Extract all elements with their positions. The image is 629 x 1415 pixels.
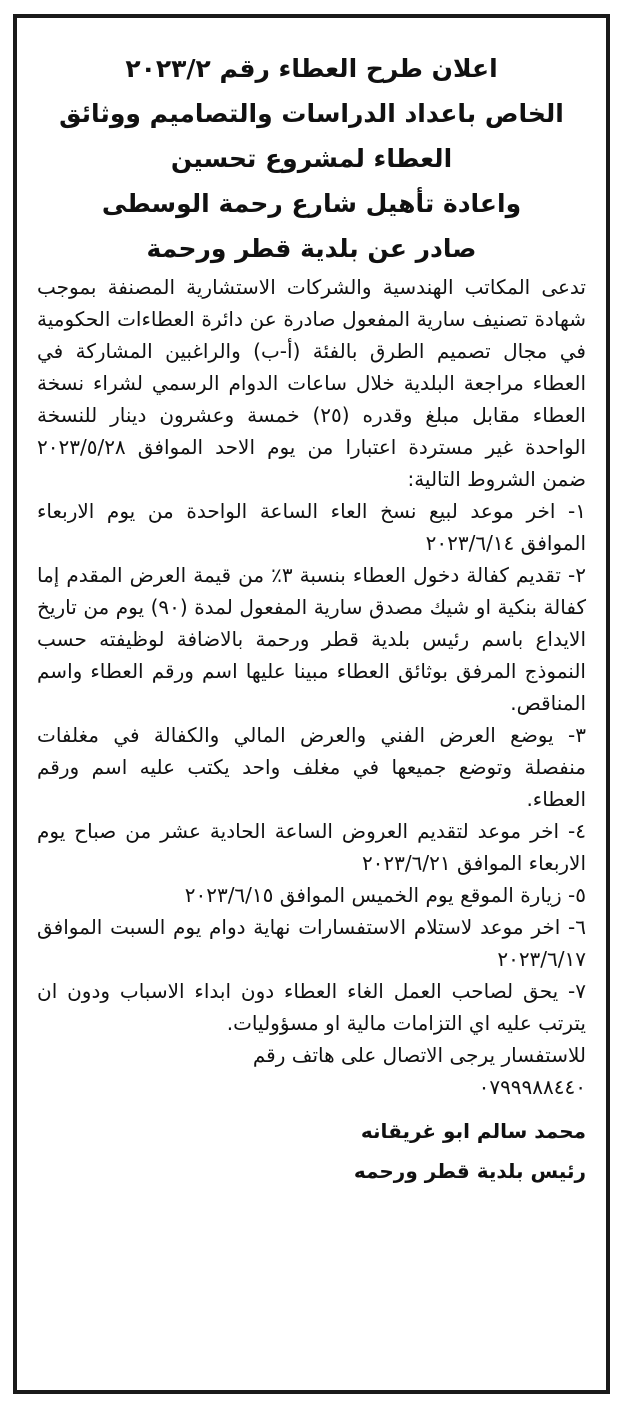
title-line-1: اعلان طرح العطاء رقم ٢٠٢٣/٢ (125, 54, 498, 83)
announcement-body (17, 271, 606, 1103)
announcement-title (17, 46, 606, 271)
condition-6: ٦- اخر موعد لاستلام الاستفسارات نهاية دوام يوم السبت الموافق ٢٠٢٣/٦/١٧ (37, 915, 586, 971)
contact-phone: ٠٧٩٩٩٨٨٤٤٠ (478, 1075, 586, 1099)
title-line-3: العطاء لمشروع تحسين (170, 144, 453, 173)
condition-3: ٣- يوضع العرض الفني والعرض المالي والكفالة في مغلفات منفصلة وتوضع جميعها في مغلف واحد يكتب عليه اسم ورقم العطاء. (37, 723, 586, 811)
intro-paragraph: تدعى المكاتب الهندسية والشركات الاستشارية المصنفة بموجب شهادة تصنيف سارية المفعول صادرة عن دائرة العطاءات الحكومية في مجال تصميم الطرق بالفئة (أ-ب) والراغبين المشاركة في العطاء مراجعة البلدية خلال ساعات الدوام الرسمي لشراء نسخة العطاء مقابل مبلغ وقدره (٢٥) خمسة وعشرون دينار للنسخة الواحدة غير مستردة اعتبارا من يوم الاحد الموافق ٢٠٢٣/٥/٢٨ ضمن الشروط التالية: (37, 275, 586, 491)
signature-name: محمد سالم ابو غريقانه (360, 1119, 586, 1143)
title-line-4: واعادة تأهيل شارع رحمة الوسطى (101, 189, 522, 218)
condition-1: ١- اخر موعد لبيع نسخ العاء الساعة الواحدة من يوم الاربعاء الموافق ٢٠٢٣/٦/١٤ (37, 499, 586, 555)
announcement-frame (13, 14, 610, 1394)
signature-block (17, 1103, 606, 1191)
condition-7: ٧- يحق لصاحب العمل الغاء العطاء دون ابداء الاسباب ودون ان يترتب عليه اي التزامات مالية او مسؤوليات. (37, 979, 586, 1035)
condition-4: ٤- اخر موعد لتقديم العروض الساعة الحادية عشر من صباح يوم الاربعاء الموافق ٢٠٢٣/٦/٢١ (37, 819, 586, 875)
condition-2: ٢- تقديم كفالة دخول العطاء بنسبة ٣٪ من قيمة العرض المقدم إما كفالة بنكية او شيك مصدق سارية المفعول لمدة (٩٠) يوم من تاريخ الايداع باسم رئيس بلدية قطر ورحمة بالاضافة لوظيفته حسب النموذج المرفق بوثائق العطاء مبينا عليها اسم ورقم العطاء واسم المناقص. (37, 563, 587, 715)
title-line-2: الخاص باعداد الدراسات والتصاميم ووثائق (59, 99, 564, 128)
title-line-5: صادر عن بلدية قطر ورحمة (146, 234, 477, 263)
contact-text: للاستفسار يرجى الاتصال على هاتف رقم (252, 1043, 586, 1067)
signature-position: رئيس بلدية قطر ورحمه (353, 1159, 586, 1183)
condition-5: ٥- زيارة الموقع يوم الخميس الموافق ٢٠٢٣/٦/١٥ (184, 883, 586, 907)
